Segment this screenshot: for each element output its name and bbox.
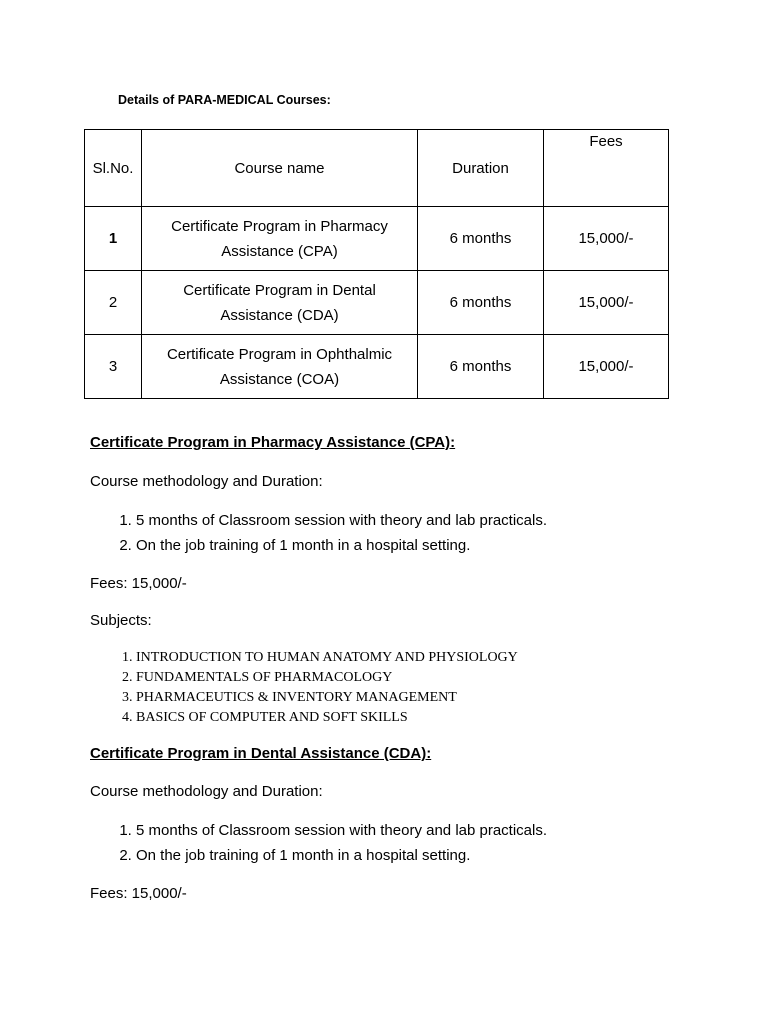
- header-duration: Duration: [418, 130, 544, 207]
- cpa-subjects-label: Subjects:: [90, 612, 152, 629]
- cda-heading: Certificate Program in Dental Assistance (CDA):: [90, 745, 432, 762]
- header-fees: [544, 130, 669, 207]
- cpa-methodology-label: Course methodology and Duration:: [90, 473, 323, 490]
- course-name-line1: Certificate Program in Ophthalmic: [166, 345, 393, 363]
- cell-duration: 6 months: [418, 207, 544, 271]
- cell-fees: 15,000/-: [544, 207, 669, 271]
- header-slno: Sl.No.: [85, 130, 142, 207]
- course-name-line1: Certificate Program in Pharmacy: [171, 217, 388, 235]
- cell-course-name: [142, 207, 418, 271]
- list-item: 4. BASICS OF COMPUTER AND SOFT SKILLS: [136, 708, 696, 728]
- header-fees-label: Fees: [589, 133, 623, 150]
- cpa-subjects-list: [90, 648, 696, 728]
- list-item: 1. 5 months of Classroom session with theory and lab practicals.: [136, 508, 696, 533]
- course-name-line2: Assistance (CPA): [221, 242, 338, 260]
- document-title: Details of PARA-MEDICAL Courses:: [118, 93, 331, 107]
- courses-table: [84, 129, 669, 399]
- cpa-heading: Certificate Program in Pharmacy Assistance (CPA):: [90, 434, 456, 451]
- cpa-methodology-list: [90, 508, 696, 558]
- table-row: [85, 335, 669, 399]
- course-name-line1: Certificate Program in Dental: [183, 281, 376, 299]
- list-item: 2. On the job training of 1 month in a hospital setting.: [136, 843, 696, 868]
- list-item: 1. INTRODUCTION TO HUMAN ANATOMY AND PHYSIOLOGY: [136, 648, 696, 668]
- header-course-name: Course name: [142, 130, 418, 207]
- cda-methodology-label: Course methodology and Duration:: [90, 783, 323, 800]
- cpa-fees: Fees: 15,000/-: [90, 575, 187, 592]
- list-item: 2. On the job training of 1 month in a hospital setting.: [136, 533, 696, 558]
- table-header-row: [85, 130, 669, 207]
- cell-course-name: [142, 335, 418, 399]
- cell-duration: 6 months: [418, 271, 544, 335]
- course-name-line2: Assistance (COA): [219, 370, 340, 388]
- list-item: 2. FUNDAMENTALS OF PHARMACOLOGY: [136, 668, 696, 688]
- cell-slno: 3: [85, 335, 142, 399]
- list-item: 1. 5 months of Classroom session with theory and lab practicals.: [136, 818, 696, 843]
- course-name-line2: Assistance (CDA): [220, 306, 339, 324]
- cell-course-name: [142, 271, 418, 335]
- table-row: [85, 271, 669, 335]
- cell-fees: 15,000/-: [544, 271, 669, 335]
- cell-slno: 2: [85, 271, 142, 335]
- list-item: 3. PHARMACEUTICS & INVENTORY MANAGEMENT: [136, 688, 696, 708]
- cell-duration: 6 months: [418, 335, 544, 399]
- table-row: [85, 207, 669, 271]
- cda-fees: Fees: 15,000/-: [90, 885, 187, 902]
- cda-methodology-list: [90, 818, 696, 868]
- cell-fees: 15,000/-: [544, 335, 669, 399]
- cell-slno: 1: [85, 207, 142, 271]
